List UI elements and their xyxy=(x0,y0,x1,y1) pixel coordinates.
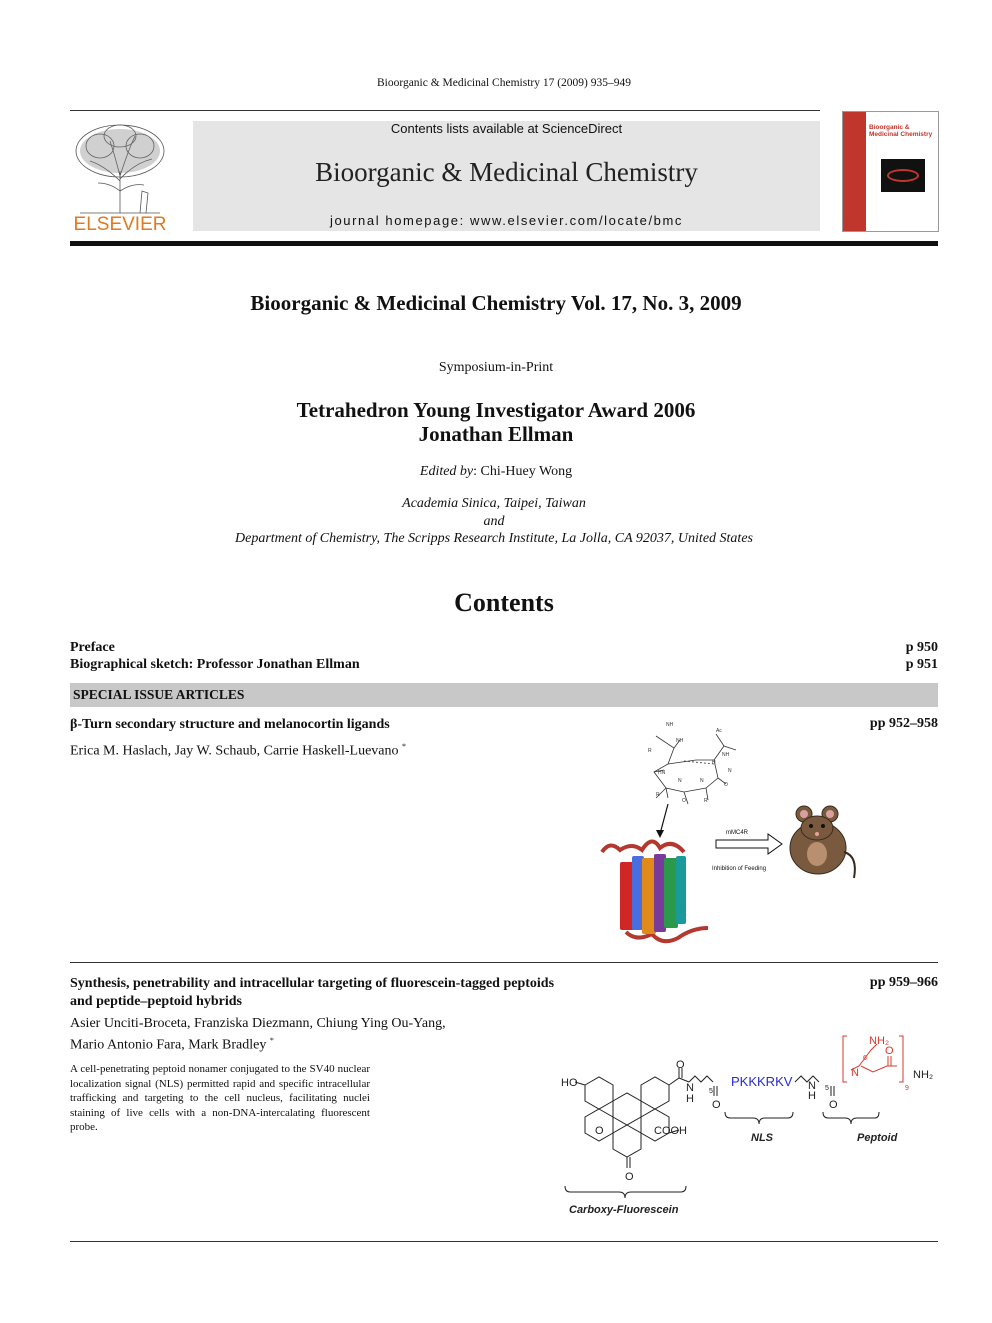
article-divider xyxy=(70,1241,938,1242)
graphical-abstract-peptoid xyxy=(555,1030,945,1225)
svg-text:NH: NH xyxy=(666,722,674,728)
svg-text:H: H xyxy=(712,760,716,766)
article-authors: Erica M. Haslach, Jay W. Schaub, Carrie Haskell-Luevano * xyxy=(70,742,407,759)
journal-homepage[interactable]: journal homepage: www.elsevier.com/locate/bmc xyxy=(329,213,684,228)
journal-cover-thumbnail xyxy=(842,111,939,232)
journal-banner xyxy=(193,121,820,231)
graphical-abstract-melanocortin xyxy=(596,716,862,953)
ketone-oxygen-label: O xyxy=(625,1171,634,1183)
svg-text:Ac: Ac xyxy=(716,728,722,734)
article-divider xyxy=(70,962,938,963)
article-abstract: A cell-penetrating peptoid nonamer conjugated to the SV40 nuclear localization signal (NLS) permitted rapid and specific intracellular trafficking and targeting to the cell nucleus, facilitating nuclei staining of live cells with a non-DNA-intercalating fluorescent probe. xyxy=(70,1063,370,1133)
toc-title[interactable]: Biographical sketch: Professor Jonathan Ellman xyxy=(70,657,360,672)
peptoid-oxygen-label: O xyxy=(885,1045,894,1057)
toc-row-biographical-sketch[interactable] xyxy=(70,657,938,673)
svg-text:O: O xyxy=(724,782,728,788)
fluorescein-label: Carboxy-Fluorescein xyxy=(569,1204,679,1216)
header-thick-rule xyxy=(70,241,938,246)
affiliation-2: Department of Chemistry, The Scripps Research Institute, La Jolla, CA 92037, United States xyxy=(235,531,753,546)
svg-text:N: N xyxy=(728,768,732,774)
svg-text:NH: NH xyxy=(676,738,684,744)
peptoid-subscript-9: 9 xyxy=(905,1085,909,1092)
svg-text:HN: HN xyxy=(658,770,666,776)
journal-name: Bioorganic & Medicinal Chemistry xyxy=(315,157,698,187)
cover-title: Bioorganic & Medicinal Chemistry xyxy=(869,124,933,138)
toc-pages: p 950 xyxy=(905,640,938,655)
svg-text:N: N xyxy=(700,778,704,784)
receptor-label: mMC4R xyxy=(726,830,748,836)
amide-n-label: N xyxy=(686,1082,694,1094)
amide-h-label: H xyxy=(686,1093,694,1105)
contents-available-line: Contents lists available at ScienceDirect xyxy=(390,121,623,136)
editor-name: : Chi-Huey Wong xyxy=(473,464,573,479)
link-oxygen-label: O xyxy=(829,1099,838,1111)
corresponding-author-mark: * xyxy=(269,1036,274,1045)
toc-pages: p 951 xyxy=(905,657,938,672)
affiliation-1: Academia Sinica, Taipei, Taiwan xyxy=(402,496,586,511)
edited-by-label: Edited by xyxy=(419,464,474,479)
linker-subscript-5: 5 xyxy=(709,1088,713,1095)
toc-row-preface[interactable] xyxy=(70,640,938,656)
elsevier-wordmark: ELSEVIER xyxy=(73,214,167,233)
award-line-1: Tetrahedron Young Investigator Award 2006 xyxy=(296,398,696,422)
link-n-label: N xyxy=(808,1080,816,1092)
toc-title[interactable]: Preface xyxy=(70,640,115,655)
link-h-label: H xyxy=(808,1090,816,1102)
elsevier-logo xyxy=(70,121,170,233)
article-pages: pp 952–958 xyxy=(869,716,938,731)
corresponding-author-mark: * xyxy=(402,742,407,751)
article-pages: pp 959–966 xyxy=(869,975,938,990)
header-rule xyxy=(70,110,820,111)
peptoid-label: Peptoid xyxy=(857,1132,898,1144)
svg-text:R: R xyxy=(704,798,708,804)
award-line-2: Jonathan Ellman xyxy=(418,422,574,446)
issue-title: Bioorganic & Medicinal Chemistry Vol. 17, No. 3, 2009 xyxy=(250,291,742,315)
ring-oxygen-label: O xyxy=(595,1125,604,1137)
peptoid-side-nh2: NH₂ xyxy=(869,1035,890,1047)
linker-oxygen-label: O xyxy=(712,1099,721,1111)
journal-citation: Bioorganic & Medicinal Chemistry 17 (2009) 935–949 xyxy=(376,77,632,89)
svg-text:R: R xyxy=(648,748,652,754)
article-authors: Asier Unciti-Broceta, Franziska Diezmann, Chiung Ying Ou-Yang, Mario Antonio Fara, Mark Bradley * xyxy=(70,1016,446,1053)
contents-heading: Contents xyxy=(454,588,554,617)
amide-oxygen-label: O xyxy=(676,1059,685,1071)
svg-text:R: R xyxy=(656,792,660,798)
affiliations xyxy=(0,495,988,548)
peptoid-n-label: N xyxy=(851,1067,859,1079)
nls-sequence: PKKKRKV xyxy=(731,1074,793,1089)
affiliation-and: and xyxy=(483,513,505,529)
symposium-label: Symposium-in-Print xyxy=(438,360,554,375)
article-title[interactable]: β-Turn secondary structure and melanocortin ligands xyxy=(70,717,390,732)
svg-text:N: N xyxy=(678,778,682,784)
linker-subscript-5b: 5 xyxy=(825,1085,829,1092)
article-title[interactable]: Synthesis, penetrability and intracellular targeting of fluorescein-tagged peptoids and peptide–peptoid hybrids xyxy=(70,976,555,1009)
effect-label: Inhibition of Feeding xyxy=(712,866,767,872)
svg-text:NH: NH xyxy=(722,752,730,758)
ho-label: HO xyxy=(561,1077,578,1089)
section-bar-special-issue: SPECIAL ISSUE ARTICLES xyxy=(70,683,938,707)
award-title xyxy=(0,398,992,446)
edited-by xyxy=(0,464,992,480)
svg-text:O: O xyxy=(682,798,686,804)
terminal-nh2: NH₂ xyxy=(913,1069,934,1081)
nls-label: NLS xyxy=(751,1132,773,1144)
peptoid-subscript-6: 6 xyxy=(863,1055,867,1062)
cooh-label: COOH xyxy=(654,1125,687,1137)
